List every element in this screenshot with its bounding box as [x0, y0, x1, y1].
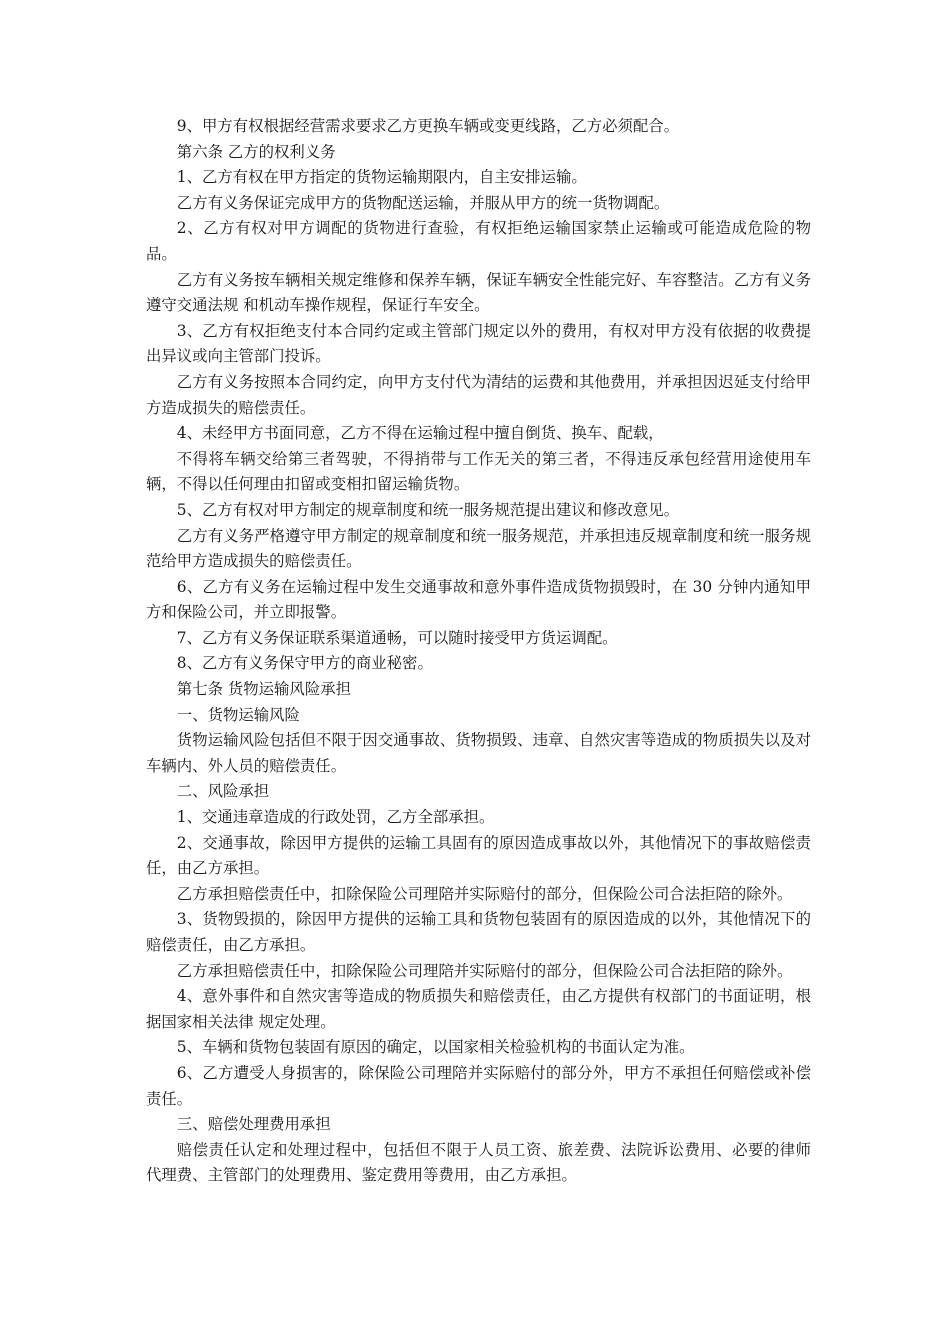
section-heading: 三、赔偿处理费用承担 — [176, 1115, 331, 1134]
article-6-heading: 第六条 乙方的权利义务 — [176, 142, 336, 161]
paragraph-clause-9: 9、甲方有权根据经营需求要求乙方更换车辆或变更线路，乙方必须配合。 — [176, 117, 680, 135]
document-body — [146, 114, 811, 1189]
paragraph: 1、乙方有权在甲方指定的货物运输期限内，自主安排运输。 — [176, 168, 587, 187]
paragraph: 乙方有义务严格遵守甲方制定的规章制度和统一服务规范，并承担违反规章制度和统一服务规范给甲方造成损失的赔偿责任。 — [146, 526, 811, 571]
paragraph: 7、乙方有义务保证联系渠道通畅，可以随时接受甲方货运调配。 — [176, 628, 618, 647]
paragraph: 2、乙方有权对甲方调配的货物进行查验，有权拒绝运输国家禁止运输或可能造成危险的物品。 — [146, 219, 811, 263]
paragraph: 6、乙方有义务在运输过程中发生交通事故和意外事件造成货物损毁时，在 30 分钟内通知甲方和保险公司，并立即报警。 — [146, 577, 811, 622]
paragraph: 乙方有义务保证完成甲方的货物配送运输，并服从甲方的统一货物调配。 — [176, 193, 670, 212]
paragraph: 乙方有义务按照本合同约定，向甲方支付代为清结的运费和其他费用，并承担因迟延支付给甲方造成损失的赔偿责任。 — [146, 372, 811, 417]
paragraph: 2、交通事故，除因甲方提供的运输工具固有的原因造成事故以外，其他情况下的事故赔偿责任，由乙方承担。 — [146, 833, 811, 878]
article-7-heading: 第七条 货物运输风险承担 — [176, 680, 351, 699]
paragraph: 6、乙方遭受人身损害的，除保险公司理陪并实际赔付的部分外，甲方不承担任何赔偿或补偿责任。 — [146, 1063, 811, 1108]
paragraph: 5、车辆和货物包装固有原因的确定，以国家相关检验机构的书面认定为准。 — [176, 1038, 695, 1057]
paragraph: 5、乙方有权对甲方制定的规章制度和统一服务规范提出建议和修改意见。 — [176, 500, 680, 519]
section-heading: 二、风险承担 — [176, 782, 270, 801]
paragraph: 3、货物毁损的，除因甲方提供的运输工具和货物包装固有的原因造成的以外，其他情况下的赔偿责任，由乙方承担。 — [146, 910, 811, 954]
paragraph: 货物运输风险包括但不限于因交通事故、货物损毁、违章、自然灾害等造成的物质损失以及对车辆内、外人员的赔偿责任。 — [146, 731, 811, 775]
paragraph: 4、未经甲方书面同意，乙方不得在运输过程中擅自倒货、换车、配载， — [176, 424, 664, 443]
paragraph: 8、乙方有义务保守甲方的商业秘密。 — [176, 654, 433, 673]
paragraph: 赔偿责任认定和处理过程中，包括但不限于人员工资、旅差费、法院诉讼费用、必要的律师 代理费、主管部门的处理费用、鉴定费用等费用，由乙方承担。 — [146, 1140, 811, 1185]
section-heading: 一、货物运输风险 — [176, 705, 300, 724]
paragraph: 4、意外事件和自然灾害等造成的物质损失和赔偿责任，由乙方提供有权部门的书面证明，根据国家相关法律 规定处理。 — [146, 987, 811, 1031]
paragraph: 乙方承担赔偿责任中，扣除保险公司理陪并实际赔付的部分，但保险公司合法拒陪的除外。 — [176, 884, 793, 903]
paragraph: 1、交通违章造成的行政处罚，乙方全部承担。 — [176, 808, 495, 827]
paragraph: 3、乙方有权拒绝支付本合同约定或主管部门规定以外的费用，有权对甲方没有依据的收费提出异议或向主管部门投诉。 — [146, 321, 811, 366]
paragraph: 不得将车辆交给第三者驾驶，不得捎带与工作无关的第三者，不得违反承包经营用途使用车辆，不得以任何理由扣留或变相扣留运输货物。 — [146, 449, 811, 494]
paragraph: 乙方有义务按车辆相关规定维修和保养车辆，保证车辆安全性能完好、车容整洁。乙方有义务遵守交通法规 和机动车操作规程，保证行车安全。 — [146, 270, 811, 315]
paragraph: 乙方承担赔偿责任中，扣除保险公司理陪并实际赔付的部分，但保险公司合法拒陪的除外。 — [176, 961, 793, 980]
